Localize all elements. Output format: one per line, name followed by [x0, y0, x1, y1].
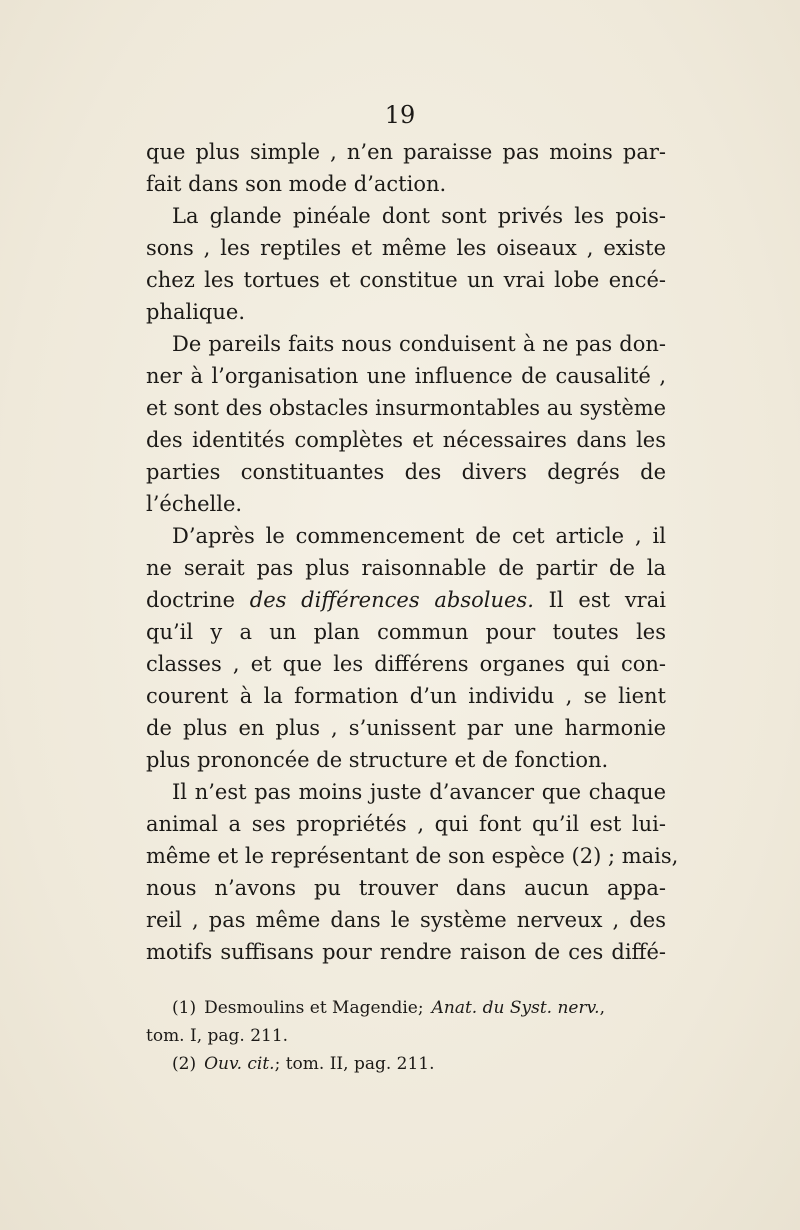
text-line: classes , et que les différens organes qui con- — [146, 652, 666, 676]
text-segment: doctrine — [146, 588, 235, 612]
text-line: animal a ses propriétés , qui font qu’il est lui- — [146, 812, 666, 836]
text-line: motifs suffisans pour rendre raison de ces diffé- — [146, 940, 666, 964]
footnote-title: Anat. du Syst. nerv. — [431, 998, 600, 1018]
text-line: La glande pinéale dont sont privés les pois- — [172, 204, 666, 228]
text-line: nous n’avons pu trouver dans aucun appa- — [146, 876, 666, 900]
body-text — [146, 136, 679, 968]
text-segment: Il est vrai — [548, 588, 666, 612]
text-line: même et le représentant de son espèce (2) ; mais, — [146, 844, 679, 868]
text-line: reil , pas même dans le système nerveux , des — [146, 908, 666, 932]
text-line: parties constituantes des divers degrés de — [146, 460, 666, 484]
text-line: phalique. — [146, 300, 245, 324]
text-line — [146, 584, 666, 616]
footnote-text: Desmoulins et Magendie; — [204, 998, 424, 1018]
text-line: et sont des obstacles insurmontables au système — [146, 396, 667, 420]
text-line: que plus simple , n’en paraisse pas moins par- — [146, 140, 666, 164]
text-line: plus prononcée de structure et de fonction. — [146, 748, 609, 772]
footnote-title: Ouv. cit. — [204, 1054, 275, 1074]
footnote-marker: (1) — [172, 998, 197, 1018]
footnote-1-continued: tom. I, pag. 211. — [146, 1026, 289, 1046]
text-line: qu’il y a un plan commun pour toutes les — [146, 620, 666, 644]
text-line: de plus en plus , s’unissent par une harmonie — [146, 716, 666, 740]
footnotes — [146, 994, 666, 1078]
text-line: chez les tortues et constitue un vrai lobe encé- — [146, 268, 666, 292]
italic-phrase: des différences absolues. — [249, 588, 534, 612]
text-line: De pareils faits nous conduisent à ne pas don- — [172, 332, 666, 356]
page-number: 19 — [384, 101, 416, 129]
text-line: D’après le commencement de cet article , il — [172, 524, 666, 548]
text-line: Il n’est pas moins juste d’avancer que chaque — [172, 780, 666, 804]
footnote-text: ; tom. II, pag. 211. — [274, 1054, 435, 1074]
footnote-2 — [146, 1050, 666, 1078]
text-line: l’échelle. — [146, 492, 243, 516]
text-line: ne serait pas plus raisonnable de partir de la — [146, 556, 666, 580]
text-line: ner à l’organisation une influence de causalité , — [146, 364, 666, 388]
footnote-marker: (2) — [172, 1054, 197, 1074]
text-line: sons , les reptiles et même les oiseaux , existe — [146, 236, 666, 260]
footnote-text: , — [599, 998, 605, 1018]
footnote-1 — [146, 994, 666, 1022]
text-line: fait dans son mode d’action. — [146, 172, 447, 196]
text-line: courent à la formation d’un individu , se lient — [146, 684, 666, 708]
text-line: des identités complètes et nécessaires dans les — [146, 428, 666, 452]
